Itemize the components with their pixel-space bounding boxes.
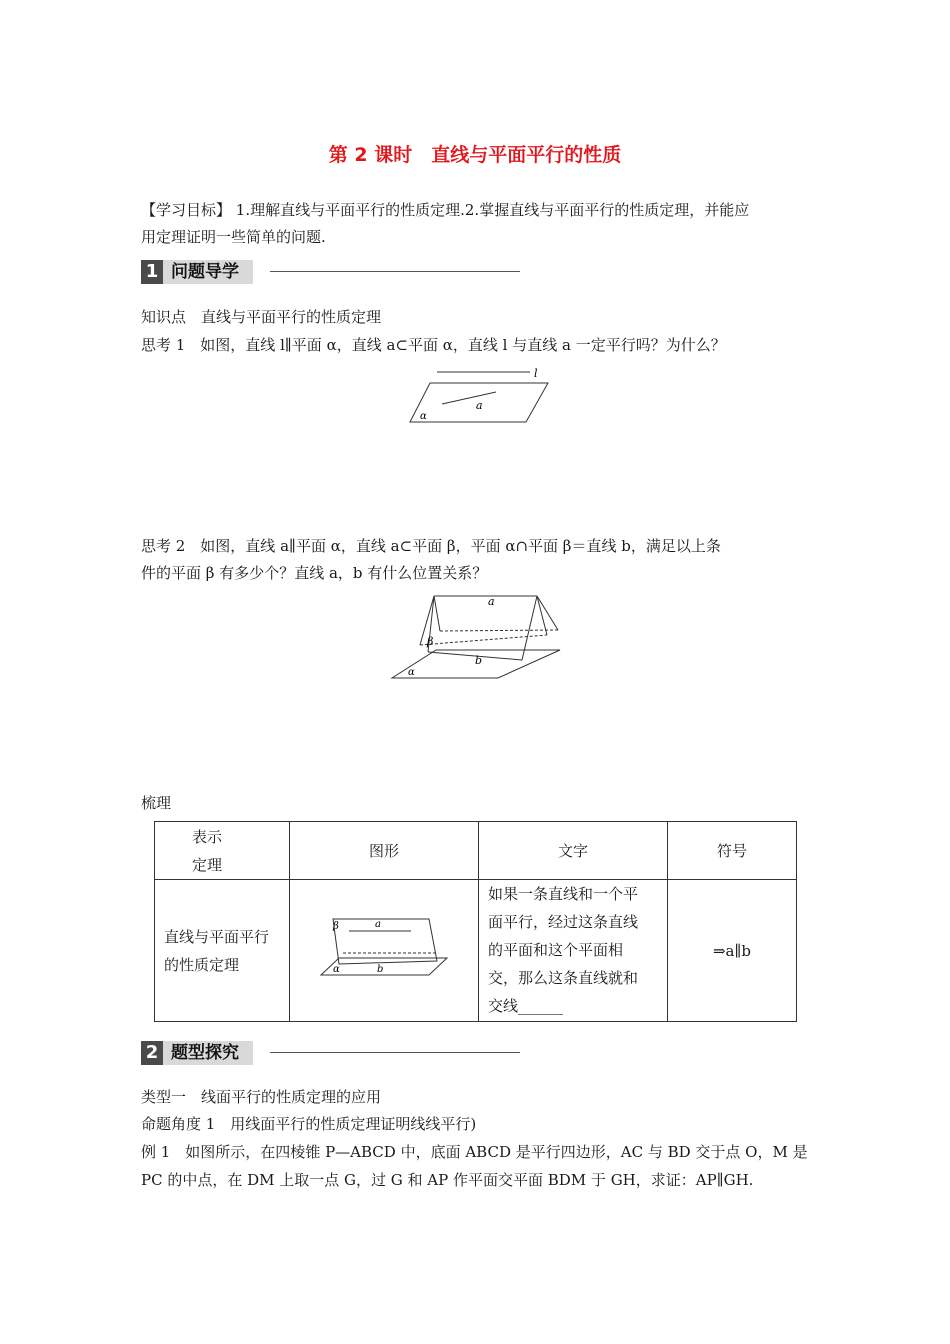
example1-line1: 例 1 如图所示，在四棱锥 P—ABCD 中，底面 ABCD 是平行四边形，AC 与 BD 交于点 O，M 是 — [141, 1143, 808, 1161]
table-figure — [319, 911, 449, 981]
table-text-line2: 面平行，经过这条直线 — [488, 913, 639, 931]
table-row-label — [155, 880, 290, 1022]
table-text-line3: 的平面和这个平面相 — [488, 941, 624, 959]
section1-header — [141, 260, 253, 284]
table-corner-cell — [155, 822, 290, 880]
table-row-label-1: 直线与平面平行 — [164, 927, 270, 946]
summary-table — [154, 821, 797, 1022]
table-row-label-2: 的性质定理 — [164, 955, 240, 974]
table-figure-cell — [290, 880, 479, 1022]
objectives-line1: 1.理解直线与平面平行的性质定理.2.掌握直线与平面平行的性质定理，并能应 — [235, 201, 750, 219]
angle1-heading: 命题角度 1 用线面平行的性质定理证明线线平行) — [141, 1115, 477, 1133]
example1-line2: PC 的中点，在 DM 上取一点 G，过 G 和 AP 作平面交平面 BDM 于 GH，求证：AP∥GH. — [141, 1171, 754, 1189]
section1-label: 问题导学 — [163, 260, 253, 284]
table-text-line1: 如果一条直线和一个平 — [488, 885, 639, 903]
section2-number: 2 — [141, 1041, 163, 1065]
fig1-label-a: a — [476, 399, 483, 412]
table-text-line5: 交线______ — [488, 997, 564, 1015]
think1-question: 思考 1 如图，直线 l∥平面 α，直线 a⊂平面 α，直线 l 与直线 a 一定平行吗？为什么？ — [141, 336, 726, 354]
table-fig-alpha: α — [333, 964, 340, 975]
page-title: 第 2 课时 直线与平面平行的性质 — [328, 144, 622, 166]
section1-number: 1 — [141, 260, 163, 284]
objectives-label: 【学习目标】 — [141, 201, 232, 219]
table-symbol-cell: ⇒a∥b — [668, 880, 797, 1022]
summary-label: 梳理 — [141, 794, 172, 812]
table-fig-a: a — [375, 919, 381, 930]
table-header-text: 文字 — [479, 822, 668, 880]
fig2-label-a: a — [488, 595, 495, 608]
table-corner-top: 表示 — [191, 827, 222, 846]
figure-line-plane — [400, 362, 560, 432]
table-fig-beta: β — [333, 921, 339, 932]
table-header-figure: 图形 — [290, 822, 479, 880]
section1-divider — [270, 271, 520, 272]
think2-line1: 思考 2 如图，直线 a∥平面 α，直线 a⊂平面 β，平面 α∩平面 β＝直线 b，满足以上条 — [141, 537, 721, 555]
think2-line2: 件的平面 β 有多少个？直线 a，b 有什么位置关系？ — [141, 564, 488, 582]
table-text-cell — [479, 880, 668, 1022]
fig1-label-alpha: α — [420, 411, 427, 422]
figure-multiple-planes — [390, 590, 565, 685]
fig2-label-beta: β — [427, 635, 434, 648]
objectives — [141, 198, 749, 222]
section2-label: 题型探究 — [163, 1041, 253, 1065]
fig1-label-l: l — [534, 367, 538, 380]
type1-heading: 类型一 线面平行的性质定理的应用 — [141, 1088, 382, 1106]
section2-header — [141, 1041, 253, 1065]
table-text-line4: 交，那么这条直线就和 — [488, 969, 639, 987]
objectives-line2: 用定理证明一些简单的问题. — [141, 228, 326, 246]
table-corner-bottom: 定理 — [191, 855, 222, 874]
section2-divider — [270, 1052, 520, 1053]
knowledge-point: 知识点 直线与平面平行的性质定理 — [141, 308, 382, 326]
fig2-label-alpha: α — [408, 667, 415, 678]
fig2-label-b: b — [475, 654, 483, 667]
table-fig-b: b — [377, 964, 384, 975]
table-header-symbol: 符号 — [668, 822, 797, 880]
